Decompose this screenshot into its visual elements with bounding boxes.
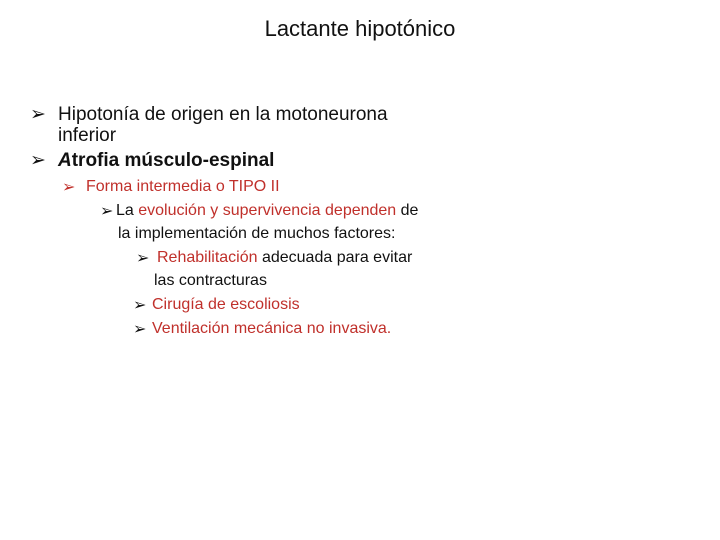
bullet-atrofia bbox=[30, 150, 46, 171]
bullet-atrofia-initial: A bbox=[58, 150, 72, 171]
bullet-cirugia bbox=[133, 294, 146, 316]
bullet-rehabilitacion-line2: las contracturas bbox=[154, 272, 267, 289]
bullet-atrofia-text bbox=[58, 150, 274, 171]
bullet-forma-text: Forma intermedia o TIPO II bbox=[86, 178, 280, 195]
bullet-rehabilitacion-post: adecuada para evitar bbox=[257, 249, 413, 266]
arrow-bullet-icon: ➢ bbox=[100, 201, 114, 220]
bullet-evolucion-red: evolución y supervivencia dependen bbox=[138, 202, 397, 219]
bullet-evolucion-pre: La bbox=[116, 202, 139, 219]
bullet-forma bbox=[62, 176, 75, 198]
bullet-hipotonia-text-line1: Hipotonía de origen en la motoneurona bbox=[58, 104, 388, 125]
bullet-evolucion bbox=[100, 200, 113, 222]
bullet-rehabilitacion-line1 bbox=[157, 247, 412, 268]
arrow-bullet-icon: ➢ bbox=[30, 149, 46, 171]
bullet-ventilacion bbox=[133, 318, 146, 340]
bullet-rehabilitacion-red: Rehabilitación bbox=[157, 249, 258, 266]
bullet-cirugia-text: Cirugía de escoliosis bbox=[152, 296, 300, 313]
bullet-evolucion-post: de bbox=[396, 202, 419, 219]
arrow-bullet-icon: ➢ bbox=[133, 295, 147, 314]
arrow-bullet-icon: ➢ bbox=[136, 248, 150, 267]
arrow-bullet-icon: ➢ bbox=[62, 177, 76, 196]
bullet-evolucion-line1 bbox=[116, 200, 418, 221]
bullet-evolucion-line2: la implementación de muchos factores: bbox=[118, 225, 396, 242]
bullet-ventilacion-text: Ventilación mecánica no invasiva. bbox=[152, 320, 392, 337]
bullet-rehabilitacion bbox=[136, 247, 149, 269]
bullet-hipotonia bbox=[30, 104, 46, 125]
arrow-bullet-icon: ➢ bbox=[30, 103, 46, 125]
bullet-atrofia-rest: trofia músculo-espinal bbox=[71, 150, 275, 171]
slide-title: Lactante hipotónico bbox=[264, 16, 456, 41]
arrow-bullet-icon: ➢ bbox=[133, 319, 147, 338]
bullet-hipotonia-text-line2: inferior bbox=[58, 125, 117, 146]
